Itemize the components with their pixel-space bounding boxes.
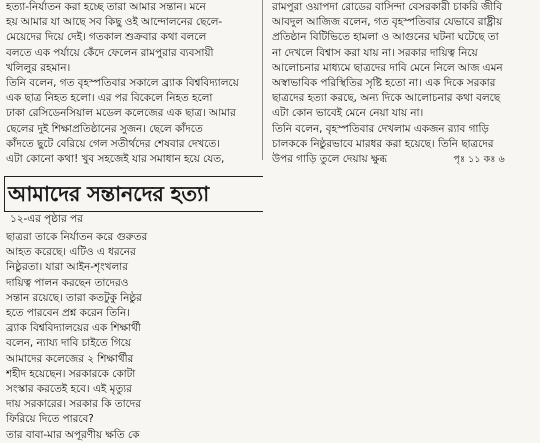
text-line: বলেন, ন্যায্য দাবি চাইতে গিয়ে (6, 337, 131, 350)
text-line: তিনি বলেন, বৃহস্পতিবার দেখলাম একজন র‍্যাব গাড়ি (272, 122, 489, 135)
text-line: হত্যা-নির্যাতন করা হচ্ছে তারা আমার সন্তান। মনে (6, 1, 206, 13)
text-line: অস্বাভাবিক পরিস্থিতির সৃষ্টি হতো না। এক দিকে সরকার (272, 77, 496, 90)
text-line: ছাত্রদের হত্যা করছে, অন্য দিকে আলোচনার কথা বলছে (272, 92, 501, 105)
article-column-right-top (272, 0, 534, 167)
text-line: এটা কোনো কথা! খুব সহজেই যার সমাধান হয়ে যেত, (6, 153, 225, 166)
text-line: নিষ্ঠুরতা। যারা আইন-শৃংখলার (6, 261, 128, 274)
text-line: মেয়েদের দিয়ে দেই। গতকাল শুক্রবার কথা বললে (6, 31, 207, 44)
text-line-with-jump (272, 152, 534, 167)
article-column-left-top (6, 0, 256, 167)
text-line: আহত করেছে। এটিও এ ধরনের (6, 246, 136, 259)
text-line: রামপুরা ওয়াপদা রোডের বাসিন্দা বেসরকারী চাকরি জীবি (272, 1, 503, 13)
text-line: কাঁদতে ছুটে বেরিয়ে গেল সতীর্থদের শেষবার দেখতে। (6, 137, 220, 150)
text-line: সংস্কার করতেই হবে। এই মৃত্যুর (6, 383, 132, 396)
text-line: ঢাকা রেসিডেনসিয়াল মডেল কলেজের এক ছাত্র। আমার (6, 107, 236, 120)
text-line: হতে পারবেন প্রশ্ন করেন তিনি। (6, 307, 130, 320)
text-line: এক ছাত্র নিহত হলো। এর পর বিকেলে নিহত হলো (6, 92, 213, 105)
text-line: প্রতিষ্ঠান বিটিভিতে হামলা ও আগুনের ঘটনা ঘটেছে তা (272, 31, 499, 44)
text-line: বলতে এক পর্যায়ে কেঁদে ফেলেন রামপুরার ব্যবসায়ী (6, 46, 214, 59)
text-line: সন্তান রয়েছে। তারা কতটুকু নিষ্ঠুর (6, 291, 142, 304)
article-headline: আমাদের সন্তানদের হত্যা (8, 182, 209, 206)
text-line: এটা কোন ভাবেই মেনে নেয়া যায় না। (272, 107, 424, 120)
text-line: শহীদ হয়েছেন। সরকারকে কোটা (6, 367, 136, 380)
text-line: তার বাবা-মার অপূরণীয় ক্ষতি কে (6, 428, 140, 441)
text-line: আমাদের কলেজের ২ শিক্ষার্থীর (6, 352, 134, 365)
text-line: উপর গাড়ি তুলে দেয়ায় ক্ষুব্ধ (272, 153, 387, 166)
text-line: চালককে নিষ্ঠুরভাবে মারধর করা হয়েছে। তিনি ছাত্রদের (272, 137, 494, 150)
article-column-left-bottom (6, 230, 186, 443)
continuation-note: ১২-এর পৃষ্ঠার পর (10, 213, 83, 225)
text-line: না দেখলে বিশ্বাস করা যায় না। সরকার দায়িত্ব নিয়ে (272, 46, 478, 59)
text-line: দায়িত্ব পালন করছেন তাদেরও (6, 276, 129, 289)
column-divider (262, 0, 263, 160)
text-line: ব্র্যাক বিশ্ববিদ্যালয়ের এক শিক্ষার্থী (6, 322, 141, 335)
text-line: খলিলুর রহমান। (6, 61, 71, 74)
text-line: হয় আমার যা আছে সব কিছু ওই আন্দোলনের ছেলে- (6, 16, 223, 29)
text-line: ছাত্ররা তাকে নির্যাতন করে গুরুতর (6, 231, 148, 243)
text-line: ছেলের দুই শিক্ষাপ্রতিষ্ঠানের সুজন। ছেলে কাঁদতে (6, 122, 203, 135)
text-line: দায় সরকারের। সরকার কি তাদের (6, 398, 141, 411)
jump-reference: পৃঃ ১১ কঃ ৬ (453, 154, 505, 166)
text-line: আলোচনার মাধ্যমে ছাত্রদের দাবি মেনে নিলে আজ এমন (272, 61, 503, 74)
text-line: আবদুল আজিজ বলেন, গত বৃহস্পতিবার যেভাবে রাষ্ট্রীয় (272, 16, 503, 29)
text-line: ফিরিয়ে দিতে পারবে? (6, 413, 94, 426)
text-line: তিনি বলেন, গত বৃহস্পতিবার সকালে ব্র্যাক বিশ্ববিদ্যালয়ে (6, 77, 239, 90)
